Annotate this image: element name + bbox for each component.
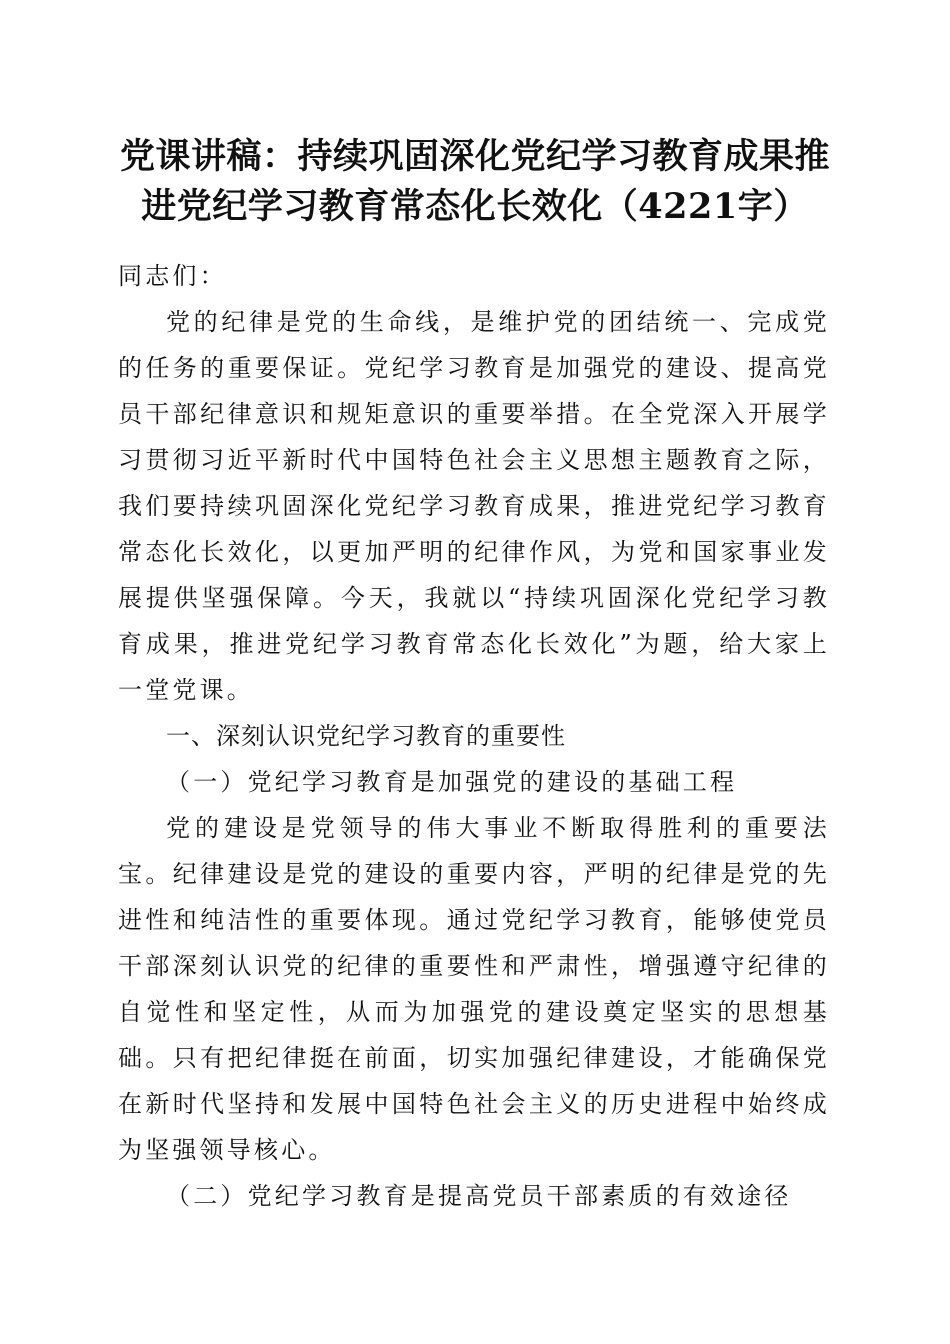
document-body bbox=[118, 253, 830, 1219]
intro-paragraph: 党的纪律是党的生命线，是维护党的团结统一、完成党的任务的重要保证。党纪学习教育是加强党的建设、提高党员干部纪律意识和规矩意识的重要举措。在全党深入开展学习贯彻习近平新时代中国特色社会主义思想主题教育之际，我们要持续巩固深化党纪学习教育成果，推进党纪学习教育常态化长效化，以更加严明的纪律作风，为党和国家事业发展提供坚强保障。今天，我就以“持续巩固深化党纪学习教育成果，推进党纪学习教育常态化长效化”为题，给大家上一堂党课。 bbox=[118, 308, 830, 704]
title-line-2: 进党纪学习教育常态化长效化（4221字） bbox=[141, 186, 809, 227]
section-heading: 一、深刻认识党纪学习教育的重要性 bbox=[166, 722, 566, 750]
document-title bbox=[100, 132, 850, 232]
subsection-heading-1: （一）党纪学习教育是加强党的建设的基础工程 bbox=[166, 768, 738, 796]
subsection-paragraph-1: 党的建设是党领导的伟大事业不断取得胜利的重要法宝。纪律建设是党的建设的重要内容，严明的纪律是党的先进性和纯洁性的重要体现。通过党纪学习教育，能够使党员干部深刻认识党的纪律的重要性和严肃性，增强遵守纪律的自觉性和坚定性，从而为加强党的建设奠定坚实的思想基础。只有把纪律挺在前面，切实加强纪律建设，才能确保党在新时代坚持和发展中国特色社会主义的历史进程中始终成为坚强领导核心。 bbox=[118, 814, 830, 1164]
title-line-1: 党课讲稿：持续巩固深化党纪学习教育成果推 bbox=[119, 136, 830, 177]
salutation: 同志们： bbox=[118, 262, 227, 290]
subsection-heading-2: （二）党纪学习教育是提高党员干部素质的有效途径 bbox=[166, 1182, 792, 1210]
